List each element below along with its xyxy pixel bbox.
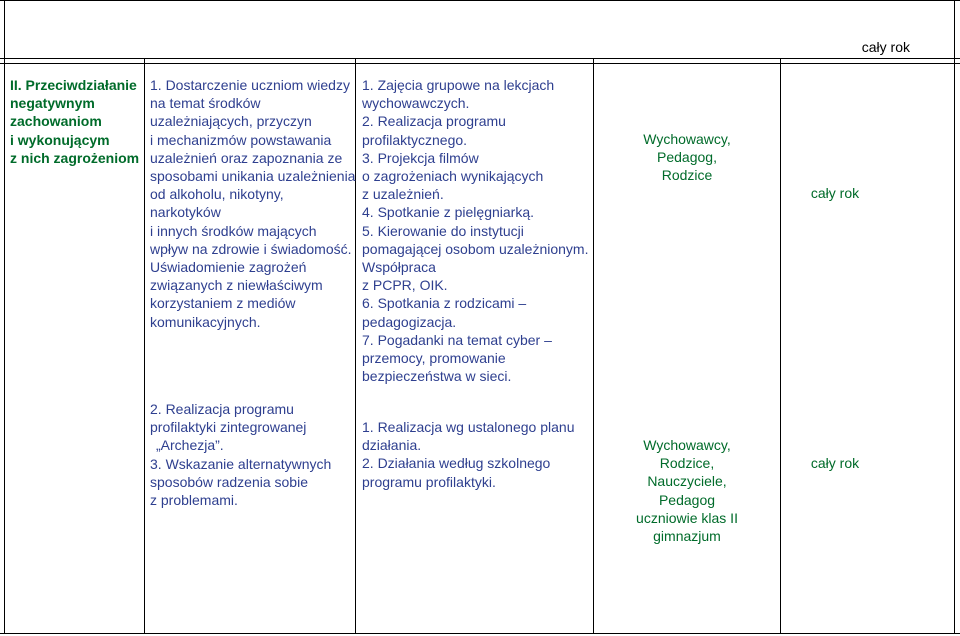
section-title-line: negatywnym [10,95,95,112]
responsible-line: Wychowawcy, [643,437,731,453]
responsible-line: Rodzice, [659,455,715,472]
row1-tasks [150,76,354,331]
method-line: pedagogizacja. [362,313,457,330]
task-line: uzależnień oraz zapoznania ze [150,149,343,166]
task-line: Uświadomienie zagrożeń [150,259,307,276]
section-title-line: zachowaniom [10,113,102,130]
task-line: „Archezja”. [156,437,224,454]
method-line: przemocy, promowanie [362,350,506,367]
section-title-line: z nich zagrożeniom [10,149,140,166]
method-line: pomagającej osobom uzależnionym. [362,240,589,257]
task-line: i innych środków mających [150,222,317,239]
period-text: cały rok [810,185,860,201]
responsible-line: Pedagog, [657,149,717,166]
method-line: 5. Kierowanie do instytucji [362,222,524,239]
task-line: z problemami. [150,492,238,509]
task-line: 3. Wskazanie alternatywnych [150,455,332,472]
task-line: komunikacyjnych. [150,313,261,330]
responsible-line: Rodzice [661,167,713,184]
responsible-line: Pedagog [658,491,716,508]
task-line: narkotyków [150,204,221,221]
task-line: na temat środków [150,95,261,112]
responsible-line: gimnazjum [653,528,721,545]
col-border-0 [4,0,5,634]
task-line: związanych z niewłaściwym [150,277,323,294]
row2-responsible [594,436,780,545]
task-line: 1. Dostarczenie uczniom wiedzy [150,77,350,93]
method-line: wychowawczych. [362,95,470,112]
method-line: z PCPR, OIK. [362,277,448,294]
row2-methods [362,418,592,491]
col-border-5 [954,0,955,634]
col-border-4 [780,58,781,634]
row1-period [781,184,889,202]
task-line: i mechanizmów powstawania [150,131,332,148]
row1-responsible [594,130,780,185]
col-border-1 [144,58,145,634]
section-title-line: II. Przeciwdziałanie [10,77,137,93]
method-line: 7. Pogadanki na temat cyber – [362,331,552,348]
task-line: od alkoholu, nikotyny, [150,186,284,203]
row1-methods [362,76,592,385]
method-line: programu profilaktyki. [362,473,496,490]
task-line: sposobów radzenia sobie [150,473,308,490]
row2-tasks [150,400,354,509]
task-line: 2. Realizacja programu [150,401,294,417]
task-line: profilaktyki zintegrowanej [150,419,307,436]
responsible-line: Nauczyciele, [647,473,727,490]
responsible-line: uczniowie klas II [636,509,738,526]
method-line: 1. Realizacja wg ustalonego planu [362,419,575,435]
method-line: Współpraca [362,259,436,276]
header-period-text: cały rok [861,39,910,55]
table-top-border [0,0,960,1]
period-text: cały rok [810,455,860,471]
task-line: sposobami unikania uzależnienia [150,168,356,185]
task-line: wpływ na zdrowie i świadomość. [150,240,352,257]
method-line: 4. Spotkanie z pielęgniarką. [362,204,534,221]
responsible-line: Wychowawcy, [643,131,731,147]
method-line: 6. Spotkania z rodzicami – [362,295,527,312]
row2-period [781,454,889,472]
task-line: korzystaniem z mediów [150,295,296,312]
header-period [790,38,910,56]
method-line: profilaktycznego. [362,131,468,148]
col-border-2 [355,58,356,634]
method-line: 3. Projekcja filmów [362,149,479,166]
method-line: 2. Działania według szkolnego [362,455,551,472]
section-title [10,76,142,167]
section-title-line: i wykonującym [10,131,110,148]
method-line: 1. Zajęcia grupowe na lekcjach [362,77,555,93]
method-line: z uzależnień. [362,186,444,203]
task-line: uzależniających, przyczyn [150,113,312,130]
method-line: 2. Realizacja programu [362,113,506,130]
method-line: działania. [362,437,422,454]
method-line: bezpieczeństwa w sieci. [362,368,512,385]
method-line: o zagrożeniach wynikających [362,168,544,185]
